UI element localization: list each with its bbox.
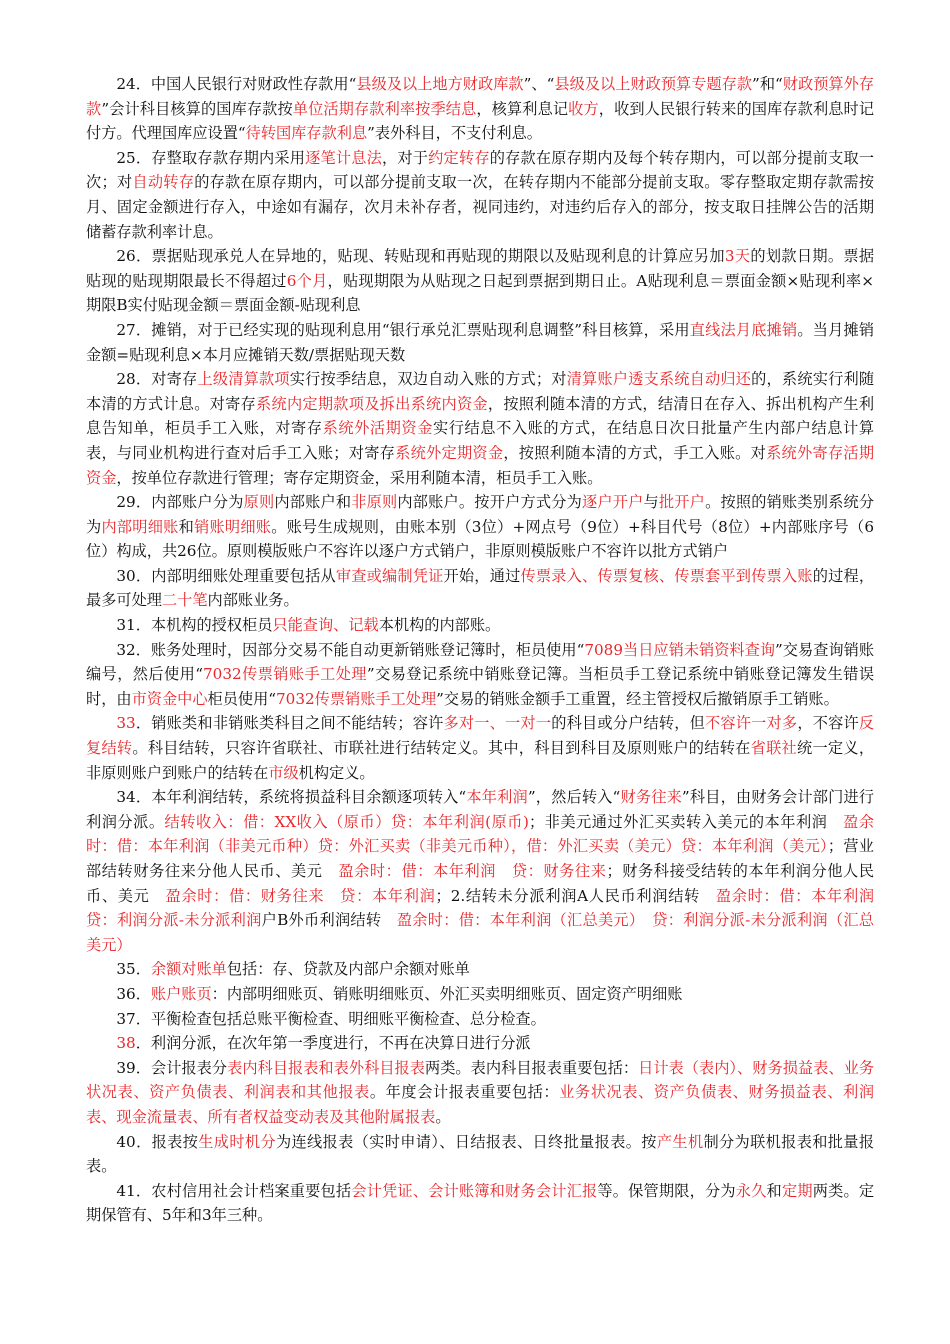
paragraph [86, 1031, 874, 1056]
body-text: 和 [178, 517, 195, 536]
body-text: ；2.结转未分派利润A人民币利润结转 [435, 886, 716, 905]
highlighted-text: 审查或编制凭证 [335, 566, 444, 585]
body-text: 。科目结转，只容许省联社、市联社进行结转定义。其中，科目到科目及原则账户的结转在 [132, 739, 751, 758]
highlighted-text: 省联社 [750, 739, 797, 758]
body-text: 和 [766, 1181, 782, 1200]
body-text: ，收到人民银行转来的国库存款利息时记付方。代理国库应设置“ [86, 99, 875, 143]
body-text: 40．报表按 [116, 1132, 199, 1151]
body-text: ，核算利息记 [476, 99, 569, 118]
body-text: 两类。表内科目报表重要包括： [424, 1058, 639, 1077]
body-text: ”和“ [752, 75, 783, 93]
body-text: 35． [116, 960, 151, 979]
highlighted-text: 系统内定期款项及拆出系统内资金 [256, 394, 488, 413]
body-text: ”，然后转入“ [527, 788, 621, 807]
body-text: 41．农村信用社会计档案重要包括 [116, 1181, 352, 1200]
paragraph [86, 146, 874, 244]
paragraph [86, 318, 874, 367]
paragraph [86, 1056, 874, 1130]
paragraph [86, 1007, 874, 1032]
body-text: 27．摊销，对于已经实现的贴现利息用“银行承兑汇票贴现利息调整”科目核算，采用 [116, 320, 690, 339]
highlighted-text: 清算账户透支系统自动归还 [566, 370, 752, 389]
highlighted-text: 逐笔计息法 [305, 148, 383, 167]
highlighted-text: 单位活期存款利率按季结息 [292, 99, 477, 118]
body-text: 30．内部明细账处理重要包括从 [116, 566, 336, 585]
paragraph [86, 957, 874, 982]
highlighted-text: 结转收入：借：XX收入（原币）贷：本年利润(原币) [164, 812, 529, 831]
highlighted-text: 非原则 [351, 493, 398, 512]
body-text: 实行按季结息，双边自动入账的方式；对 [289, 370, 567, 389]
body-text: ，按照利随本清的方式，结清日在存入、拆出机构产生利息告知单，柜员手工入账，对寄存 [86, 394, 875, 438]
highlighted-text: 财务往来 [620, 788, 682, 807]
body-text: 机构定义。 [298, 763, 375, 782]
body-text: 包括：存、贷款及内部户余额对账单 [226, 960, 470, 979]
highlighted-text: 市级 [268, 763, 299, 782]
body-text: 39．会计报表分 [116, 1058, 228, 1077]
paragraph [86, 638, 874, 712]
paragraph [86, 244, 874, 318]
highlighted-text: 系统外寄存活期资金 [86, 443, 875, 487]
highlighted-text: 直线法月底摊销 [689, 320, 798, 339]
highlighted-text: 盈余时：借：本年利润（汇总美元） 贷：利润分派-未分派利润（汇总美元） [86, 911, 874, 954]
body-text: ”交易登记系统中销账登记簿。当柜员手工登记系统中销账登记簿发生错误时，由 [86, 665, 875, 708]
body-text: 开始，通过 [443, 566, 521, 585]
body-text: 32．账务处理时，因部分交易不能自动更新销账登记簿时，柜员使用“ [116, 640, 585, 659]
document-body [86, 72, 890, 1228]
body-text: 与 [643, 493, 659, 512]
highlighted-text: 收方 [568, 99, 599, 118]
highlighted-text: 销账明细账 [194, 517, 272, 536]
body-text: 26．票据贴现承兑人在异地的，贴现、转贴现和再贴现的期限以及贴现利息的计算应另加 [116, 247, 725, 266]
body-text: ；财务科接受结转的本年利润分他人民币、美元 [86, 862, 875, 905]
highlighted-text: 县级及以上地方财政库款 [356, 75, 524, 93]
body-text: 的科目或分户结转，但 [551, 714, 706, 733]
body-text: 34．本年利润结转，系统将损益科目余额逐项转入“ [116, 788, 467, 807]
body-text: 。当月摊销金额=贴现利息×本月应摊销天数/票据贴现天数 [86, 320, 875, 364]
body-text: 柜员使用“ [207, 689, 277, 708]
body-text: ，按单位存款进行管理；寄存定期资金，采用利随本清，柜员手工入账。 [116, 468, 603, 487]
body-text: 的存款在原存期内及每个转存期内，可以部分提前支取一次；对 [86, 148, 875, 192]
highlighted-text: 生成时机分 [198, 1132, 276, 1151]
body-text: 内部账户和 [274, 493, 352, 512]
paragraph [86, 711, 874, 785]
body-text: 的过程，最多可处理 [86, 566, 875, 610]
body-text: ，贴现期限为从贴现之日起到票据到期日止。A贴现利息＝票面金额×贴现利率×期限B实付贴现金额＝票面金额-贴现利息 [86, 271, 875, 315]
highlighted-text: 7032传票销账手工处理 [203, 665, 367, 684]
body-text: ：内部明细账页、销账明细账页、外汇买卖明细账页、固定资产明细账 [211, 984, 683, 1003]
body-text: 内部账业务。 [207, 591, 299, 610]
body-text: 本机构的内部账。 [378, 616, 501, 635]
body-text: 内部账户。按开户方式分为 [397, 493, 582, 512]
paragraph [86, 785, 890, 957]
body-text: ；非美元通过外汇买卖转入美元的本年利润 [528, 812, 844, 831]
body-text: 的划款日期。票据贴现的贴现期限最长不得超过 [86, 247, 875, 290]
highlighted-text: 市资金中心 [131, 689, 208, 708]
body-text: 。按照的销账类别系统分为 [86, 493, 875, 536]
body-text: 28．对寄存 [116, 370, 198, 389]
body-text: ，不容许 [797, 714, 859, 733]
highlighted-text: 多对一、一对一 [443, 714, 552, 733]
body-text: ，对于 [382, 148, 429, 167]
highlighted-text: 反复结转 [86, 714, 875, 758]
paragraph [86, 1179, 874, 1228]
highlighted-text: 县级及以上财政预算专题存款 [554, 75, 753, 93]
highlighted-text: 33 [116, 714, 136, 733]
highlighted-text: 定期 [781, 1181, 813, 1200]
body-text: 等。保管期限，分为 [597, 1181, 736, 1200]
body-text: ，按照利随本清的方式，手工入账。对 [503, 443, 767, 462]
highlighted-text: 上级清算款项 [197, 370, 290, 389]
body-text: 37．平衡检查包括总账平衡检查、明细账平衡检查、总分检查。 [116, 1009, 546, 1028]
highlighted-text: 本年利润 [466, 788, 528, 807]
paragraph [86, 613, 874, 638]
highlighted-text: 会计凭证、会计账簿和财务会计汇报 [351, 1181, 598, 1200]
body-text: ”科目，由财务会计部门进行利润分派。 [86, 788, 874, 831]
highlighted-text: 6个月 [286, 271, 328, 290]
highlighted-text: 系统外定期资金 [395, 443, 504, 462]
highlighted-text: 批开户 [658, 493, 706, 512]
highlighted-text: 财政预算外存款 [86, 75, 875, 118]
body-text: 统一定义，非原则账户到账户的结转在 [86, 739, 875, 782]
highlighted-text: 原则 [243, 493, 275, 512]
body-text: 。 [435, 1107, 451, 1126]
highlighted-text: 余额对账单 [150, 960, 227, 979]
highlighted-text: 产生机 [656, 1132, 704, 1151]
highlighted-text: 7032传票销账手工处理 [276, 689, 437, 708]
body-text: 36． [116, 984, 151, 1003]
body-text: ”交易查询销账编号，然后使用“ [86, 640, 875, 684]
highlighted-text: 永久 [735, 1181, 767, 1200]
body-text: 实行结息不入账的方式，在结息日次日批量产生内部户结息计算表，与同业机构进行查对后手工入账；对寄存 [86, 419, 875, 462]
highlighted-text: 系统外活期资金 [322, 419, 433, 438]
body-text: ”会计科目核算的国库存款按 [101, 99, 293, 118]
highlighted-text: 账户账页 [150, 984, 212, 1003]
paragraph [86, 564, 874, 613]
highlighted-text: 逐户开户 [581, 493, 644, 512]
body-text: 两类。定期保管有、5年和3年三种。 [86, 1181, 875, 1225]
highlighted-text: 不容许一对多 [705, 714, 798, 733]
paragraph [86, 982, 874, 1007]
highlighted-text: 盈余时：借：本年利润（非美元币种）贷：外汇买卖（非美元币种），借：外汇买卖（美元）贷：本年利润（美元） [86, 812, 875, 856]
highlighted-text: 盈余时：借：财务往来 贷：本年利润 [165, 886, 436, 905]
body-text: 24．中国人民银行对财政性存款用“ [116, 75, 357, 93]
body-text: 的存款在原存期内，可以部分提前支取一次，在转存期内不能部分提前支取。零存整取定期存款需按月、固定金额进行存入，中途如有漏存，次月未补存者，视同违约，对违约后存入的部分，按支取日挂牌公告的活期储蓄存款利率计息。 [86, 173, 875, 241]
highlighted-text: 只能查询、记载 [272, 616, 379, 635]
highlighted-text: 二十笔 [161, 591, 208, 610]
highlighted-text: 盈余时：借：本年利润 贷：利润分派-未分派利润 [86, 886, 890, 930]
body-text: ”、“ [523, 75, 555, 93]
body-text: 户B外币利润结转 [261, 911, 397, 930]
highlighted-text: 日计表（表内）、财务损益表、业务状况表、资产负债表、利润表和其他报表 [86, 1058, 875, 1102]
body-text: 制分为联机报表和批量报表。 [86, 1132, 875, 1176]
paragraph [86, 72, 874, 146]
body-text: ．销账类和非销账类科目之间不能结转；容许 [135, 714, 444, 733]
highlighted-text: 业务状况表、资产负债表、财务损益表、利润表、现金流量表、所有者权益变动表及其他附属报表 [86, 1083, 875, 1126]
body-text: ；营业部结转财务往来分他人民币、美元 [86, 837, 874, 880]
highlighted-text: 38 [116, 1034, 136, 1053]
body-text: 的，系统实行利随本清的方式计息。对寄存 [86, 370, 875, 413]
paragraph [86, 367, 874, 490]
body-text: 29．内部账户分为 [116, 493, 244, 512]
highlighted-text: 内部明细账 [101, 517, 179, 536]
body-text: ．利润分派，在次年第一季度进行，不再在决算日进行分派 [135, 1034, 531, 1053]
highlighted-text: 7089当日应销未销资料查询 [584, 640, 776, 659]
body-text: ”交易的销账金额手工重置，经主管授权后撤销原手工销账。 [436, 689, 839, 708]
body-text: 。年度会计报表重要包括： [369, 1083, 560, 1102]
highlighted-text: 3天 [724, 247, 751, 266]
body-text: 25．存整取存款存期内采用 [116, 148, 306, 167]
highlighted-text: 约定转存 [428, 148, 490, 167]
highlighted-text: 表内科目报表和表外科目报表 [227, 1058, 425, 1077]
body-text: 为连线报表（实时申请）、日结报表、日终批量报表。按 [275, 1132, 657, 1151]
body-text: 31．本机构的授权柜员 [116, 616, 273, 635]
body-text: 。账号生成规则，由账本别（3位）+网点号（9位）+科目代号（8位）+内部账序号（6位）构成，共26位。原则模版账户不容许以逐户方式销户，非原则模版账户不容许以批方式销户 [86, 517, 875, 561]
highlighted-text: 待转国库存款利息 [245, 124, 368, 143]
body-text: ”表外科目，不支付利息。 [367, 124, 542, 143]
paragraph [86, 1130, 874, 1179]
paragraph [86, 490, 874, 564]
highlighted-text: 盈余时：借：本年利润 贷：财务往来 [338, 862, 607, 880]
highlighted-text: 自动转存 [132, 173, 195, 192]
highlighted-text: 传票录入、传票复核、传票套平到传票入账 [520, 566, 813, 585]
